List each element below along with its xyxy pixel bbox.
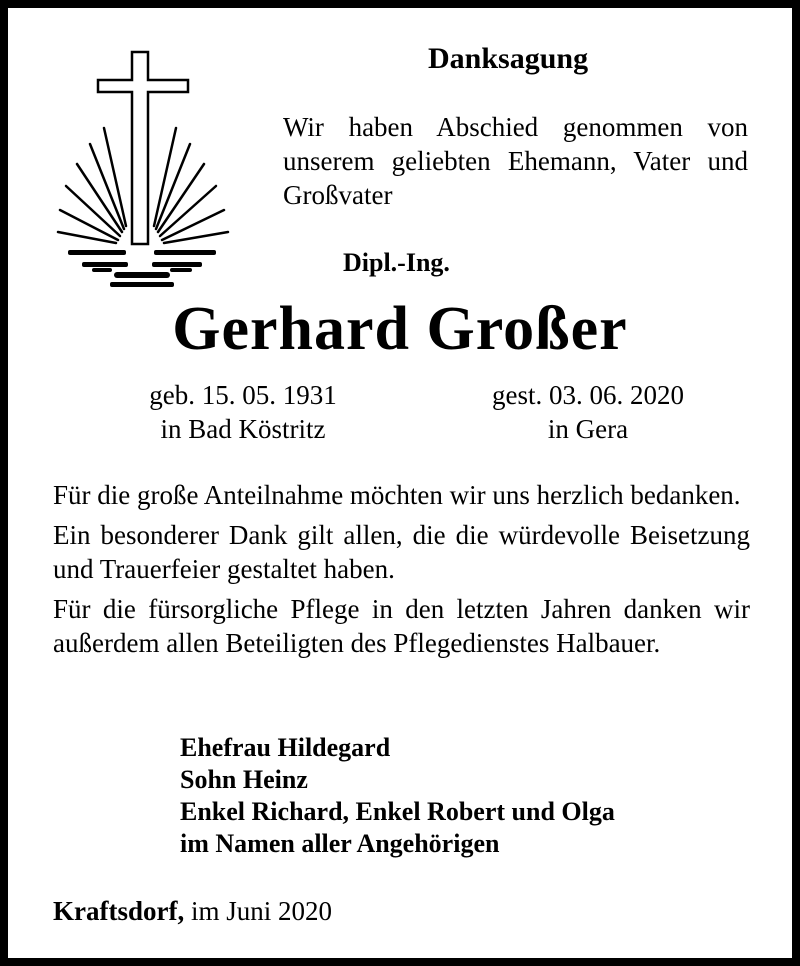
signature-line: Enkel Richard, Enkel Robert und Olga xyxy=(180,797,615,826)
death-info xyxy=(458,378,718,446)
intro-line: Großvater xyxy=(283,180,393,210)
academic-title: Dipl.-Ing. xyxy=(343,248,450,277)
footer-date: im Juni 2020 xyxy=(190,896,332,926)
thanks-text xyxy=(53,478,750,666)
heading: Danksagung xyxy=(428,42,589,75)
footer-place: Kraftsdorf, xyxy=(53,896,185,926)
death-date: gest. 03. 06. 2020 xyxy=(492,380,684,410)
paragraph: Ein besonderer Dank gilt allen, die die würdevolle Beisetzung und Trauerfeier gestaltet haben. xyxy=(53,520,750,584)
intro-line: Wir haben Abschied genommen von xyxy=(283,112,748,142)
intro-text xyxy=(283,110,748,212)
intro-line: unserem geliebten Ehemann, Vater und xyxy=(283,146,748,176)
birth-place: in Bad Köstritz xyxy=(160,414,326,444)
death-place: in Gera xyxy=(547,414,629,444)
paragraph: Für die fürsorgliche Pflege in den letzten Jahren danken wir außerdem allen Beteiligten des Pflegedienstes Halbauer. xyxy=(53,594,750,658)
paragraph: Für die große Anteilnahme möchten wir uns herzlich bedanken. xyxy=(53,480,741,510)
signatures xyxy=(180,732,615,860)
cross-sunrise-icon xyxy=(52,44,242,294)
birth-date: geb. 15. 05. 1931 xyxy=(149,380,337,410)
signature-line: im Namen aller Angehörigen xyxy=(180,829,500,858)
deceased-name: Gerhard Großer xyxy=(172,295,628,363)
signature-line: Sohn Heinz xyxy=(180,765,308,794)
obituary-card xyxy=(8,8,792,958)
signature-line: Ehefrau Hildegard xyxy=(180,733,391,762)
birth-info xyxy=(118,378,368,446)
footer xyxy=(53,896,332,927)
